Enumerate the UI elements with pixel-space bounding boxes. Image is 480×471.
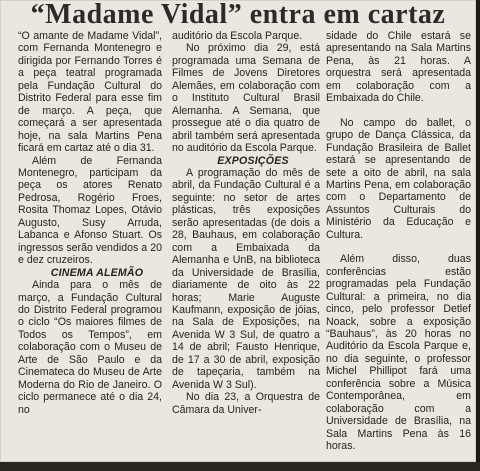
subheading-cinema: CINEMA ALEMÃO — [50, 266, 144, 279]
paragraph: No dia 23, a Orquestra de Câmara da Univer- — [172, 391, 320, 416]
paragraph: No campo do ballet, o grupo de Dança Clássica, da Fundação Brasileira de Ballet estará se apresentando de sete a oito de abril, na sala Martins Pena, em colaboração com o Departamento de Assuntos Culturais do Ministério da Educação e Cultura. — [326, 116, 471, 241]
paragraph: auditório da Escola Parque. — [172, 30, 303, 42]
column-3 — [326, 30, 471, 453]
paragraph: Além disso, duas conferências estão programadas pela Fundação Cultural: a primeira, no dia cinco, pelo professor Detlef Noack, sobre a exposição “Bauhaus”, às 20 horas no Auditório da Escola Parque e, no dia seguinte, o professor Michel Phillipot fará uma conferência sobre a Música Contemporânea, em colaboração com a Universidade de Brasília, na Sala Martins Pena às 16 horas. — [326, 253, 471, 453]
paragraph: “O amante de Madame Vidal”, com Fernanda Montenegro e dirigida por Fernando Torres é a peça teatral programada pela Fundação Cultural do Distrito Federal para esse fim de março. A peça, que começará a ser apresentada hoje, na sala Martins Pena ficará em cartaz até o dia 31. — [18, 30, 162, 155]
headline: “Madame Vidal” entra em cartaz — [30, 0, 446, 30]
paragraph: Ainda para o mês de março, a Fundação Cultural do Distrito Federal programou o ciclo “Os maiores filmes de Todos os Tempos”, em colaboração com o Museu de Arte de São Paulo e da Cinemateca do Museu de Arte Moderna do Rio de Janeiro. O ciclo permanece até o dia 24, no — [18, 279, 162, 416]
paragraph: A programação do mês de abril, da Fundação Cultural é a seguinte: no setor de artes plásticas, três exposições serão apresentadas (de dois a 28, Bauhaus, em colaboração com a Embaixada da Alemanha e UnB, na biblioteca da Universidade de Brasília, diariamente de oito às 22 horas; Marie Auguste Kaufmann, exposição de jóias, na Sala de Exposições, na Avenida W 3 Sul, de quatro a 14 de abril; Fausto Henrique, de 17 a 30 de abril, exposição de tapeçaria, também na Avenida W 3 Sul). — [172, 166, 320, 391]
paragraph: No próximo dia 29, está programada uma Semana de Filmes de Jovens Diretores Alemães, em colaboração com o Instituto Cultural Brasil Alemanha. A Semana, que prossegue até o dia quatro de abril também será apresentada no auditório da Escola Parque. — [172, 42, 320, 155]
column-1 — [18, 30, 162, 416]
background-bottom — [0, 462, 480, 471]
subheading-exposicoes: EXPOSIÇÕES — [217, 154, 289, 167]
background-edge — [476, 0, 480, 471]
paragraph: sidade do Chile estará se apresentando na Sala Martins Pena, às 21 horas. A orquestra será apresentada em colaboração com a Embaixada do Chile. — [326, 30, 471, 105]
paragraph: Além de Fernanda Montenegro, participam da peça os atores Renato Pedrosa, Rogério Froes, Rosita Thomaz Lopes, Otávio Augusto, Susy Arruda, Labanca e Afonso Stuart. Os ingressos serão vendidos a 20 e dez cruzeiros. — [18, 154, 162, 267]
column-2 — [172, 30, 320, 416]
